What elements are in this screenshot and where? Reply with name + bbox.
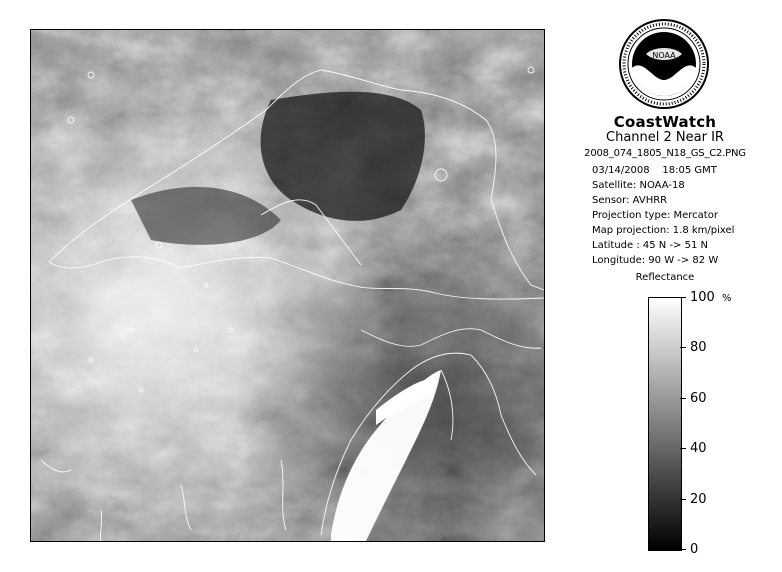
colorbar-tick-label: 80 (690, 340, 707, 355)
projection-type-label: Projection type: Mercator (592, 210, 718, 221)
legend-unit: % (722, 293, 732, 304)
logo-text: NOAA (652, 51, 676, 60)
noaa-logo (618, 18, 710, 110)
reflectance-colorbar (648, 297, 682, 551)
noaa-seal-icon (618, 18, 710, 110)
info-panel (560, 18, 770, 558)
colorbar-tick (680, 549, 686, 550)
satellite-label: Satellite: NOAA-18 (592, 180, 685, 191)
colorbar-tick-label: 60 (690, 391, 707, 406)
colorbar-tick-label: 0 (690, 542, 699, 557)
satellite-image (30, 29, 545, 542)
map-projection-label: Map projection: 1.8 km/pixel (592, 225, 735, 236)
datetime-line (592, 165, 717, 176)
legend-title: Reflectance (635, 272, 695, 283)
longitude-label: Longitude: 90 W -> 82 W (592, 255, 719, 266)
sensor-label: Sensor: AVHRR (592, 195, 668, 206)
colorbar-tick-label: 40 (690, 441, 707, 456)
colorbar-tick-label: 20 (690, 492, 707, 507)
colorbar-tick-label: 100 (690, 290, 715, 305)
filename-label: 2008_074_1805_N18_GS_C2.PNG (584, 148, 746, 159)
latitude-label: Latitude : 45 N -> 51 N (592, 240, 708, 251)
date-label: 03/14/2008 (592, 165, 650, 176)
colorbar-tick (680, 347, 686, 348)
brand-title: CoastWatch (613, 113, 717, 131)
channel-label: Channel 2 Near IR (606, 130, 724, 145)
time-label: 18:05 GMT (662, 165, 717, 176)
satellite-reflectance-map (31, 30, 544, 541)
colorbar-tick (680, 297, 686, 298)
colorbar-tick (680, 448, 686, 449)
colorbar-tick (680, 398, 686, 399)
colorbar-tick (680, 499, 686, 500)
